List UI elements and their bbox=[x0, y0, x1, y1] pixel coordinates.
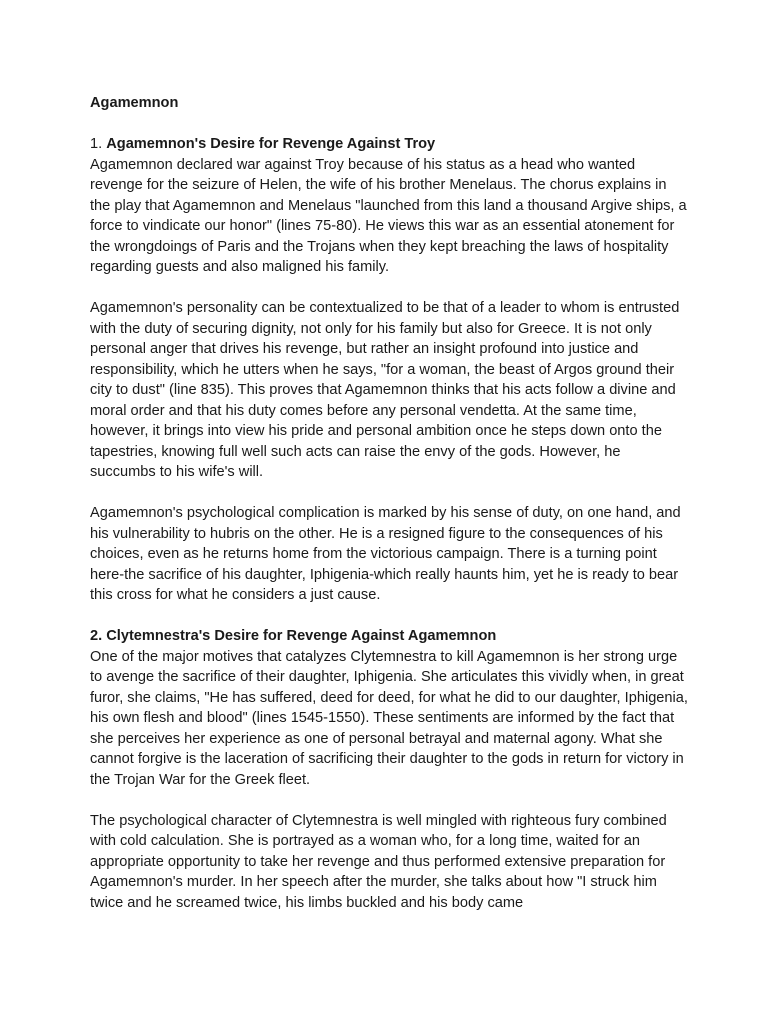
section-2-paragraph: The psychological character of Clytemnestra is well mingled with righteous fury combined with cold calculation. She is portrayed as a woman who, for a long time, waited for an appropriate opportunity to take her revenge and thus performed extensive preparation for Agamemnon's murder. In her speech after the murder, she talks about how "I struck him twice and he screamed twice, his limbs buckled and his body came bbox=[90, 812, 667, 911]
document-title: Agamemnon bbox=[90, 95, 179, 111]
section-1 bbox=[90, 134, 690, 606]
section-2 bbox=[90, 626, 690, 913]
section-2-heading-text: Clytemnestra's Desire for Revenge Against Agamemnon bbox=[106, 628, 497, 644]
section-1-paragraph: Agamemnon declared war against Troy because of his status as a head who wanted revenge for the seizure of Helen, the wife of his brother Menelaus. The chorus explains in the play that Agamemnon and Menelaus "launched from this land a thousand Argive ships, a force to vindicate our honor" (lines 75-80). He views this war as an essential atonement for the wrongdoings of Paris and the Trojans when they kept breaching the laws of hospitality regarding guests and also maligned his family. bbox=[90, 156, 687, 275]
section-1-heading-text: Agamemnon's Desire for Revenge Against Troy bbox=[106, 136, 436, 152]
section-1-number: 1. bbox=[90, 136, 103, 152]
section-1-heading bbox=[90, 134, 690, 155]
section-2-number: 2. bbox=[90, 628, 103, 644]
section-2-paragraph: One of the major motives that catalyzes Clytemnestra to kill Agamemnon is her strong urge to avenge the sacrifice of their daughter, Iphigenia. She articulates this vividly when, in great furor, she claims, "He has suffered, deed for deed, for what he did to our daughter, Iphigenia, his own flesh and blood" (lines 1545-1550). These sentiments are informed by the fact that she perceives her experience as one of personal betrayal and maternal agony. What she cannot forgive is the laceration of sacrificing their daughter to the gods in return for victory in the Trojan War for the Greek fleet. bbox=[90, 648, 688, 788]
section-1-paragraph: Agamemnon's personality can be contextualized to be that of a leader to whom is entrusted with the duty of securing dignity, not only for his family but also for Greece. It is not only personal anger that drives his revenge, but rather an insight profound into justice and responsibility, which he utters when he says, "for a woman, the beast of Argos ground their city to dust" (line 835). This proves that Agamemnon thinks that his acts follow a divine and moral order and that his duty comes before any personal vendetta. At the same time, however, it brings into view his pride and personal ambition once he steps down onto the tapestries, knowing full well such acts can raise the envy of the gods. However, he succumbs to his wife's will. bbox=[90, 300, 680, 480]
document-body bbox=[90, 93, 690, 934]
section-1-paragraph: Agamemnon's psychological complication is marked by his sense of duty, on one hand, and his vulnerability to hubris on the other. He is a resigned figure to the consequences of his choices, even as he returns home from the victorious campaign. There is a turning point here-the sacrifice of his daughter, Iphigenia-which really haunts him, yet he is ready to bear this cross for what he considers a just cause. bbox=[90, 505, 681, 603]
section-2-heading bbox=[90, 626, 690, 647]
